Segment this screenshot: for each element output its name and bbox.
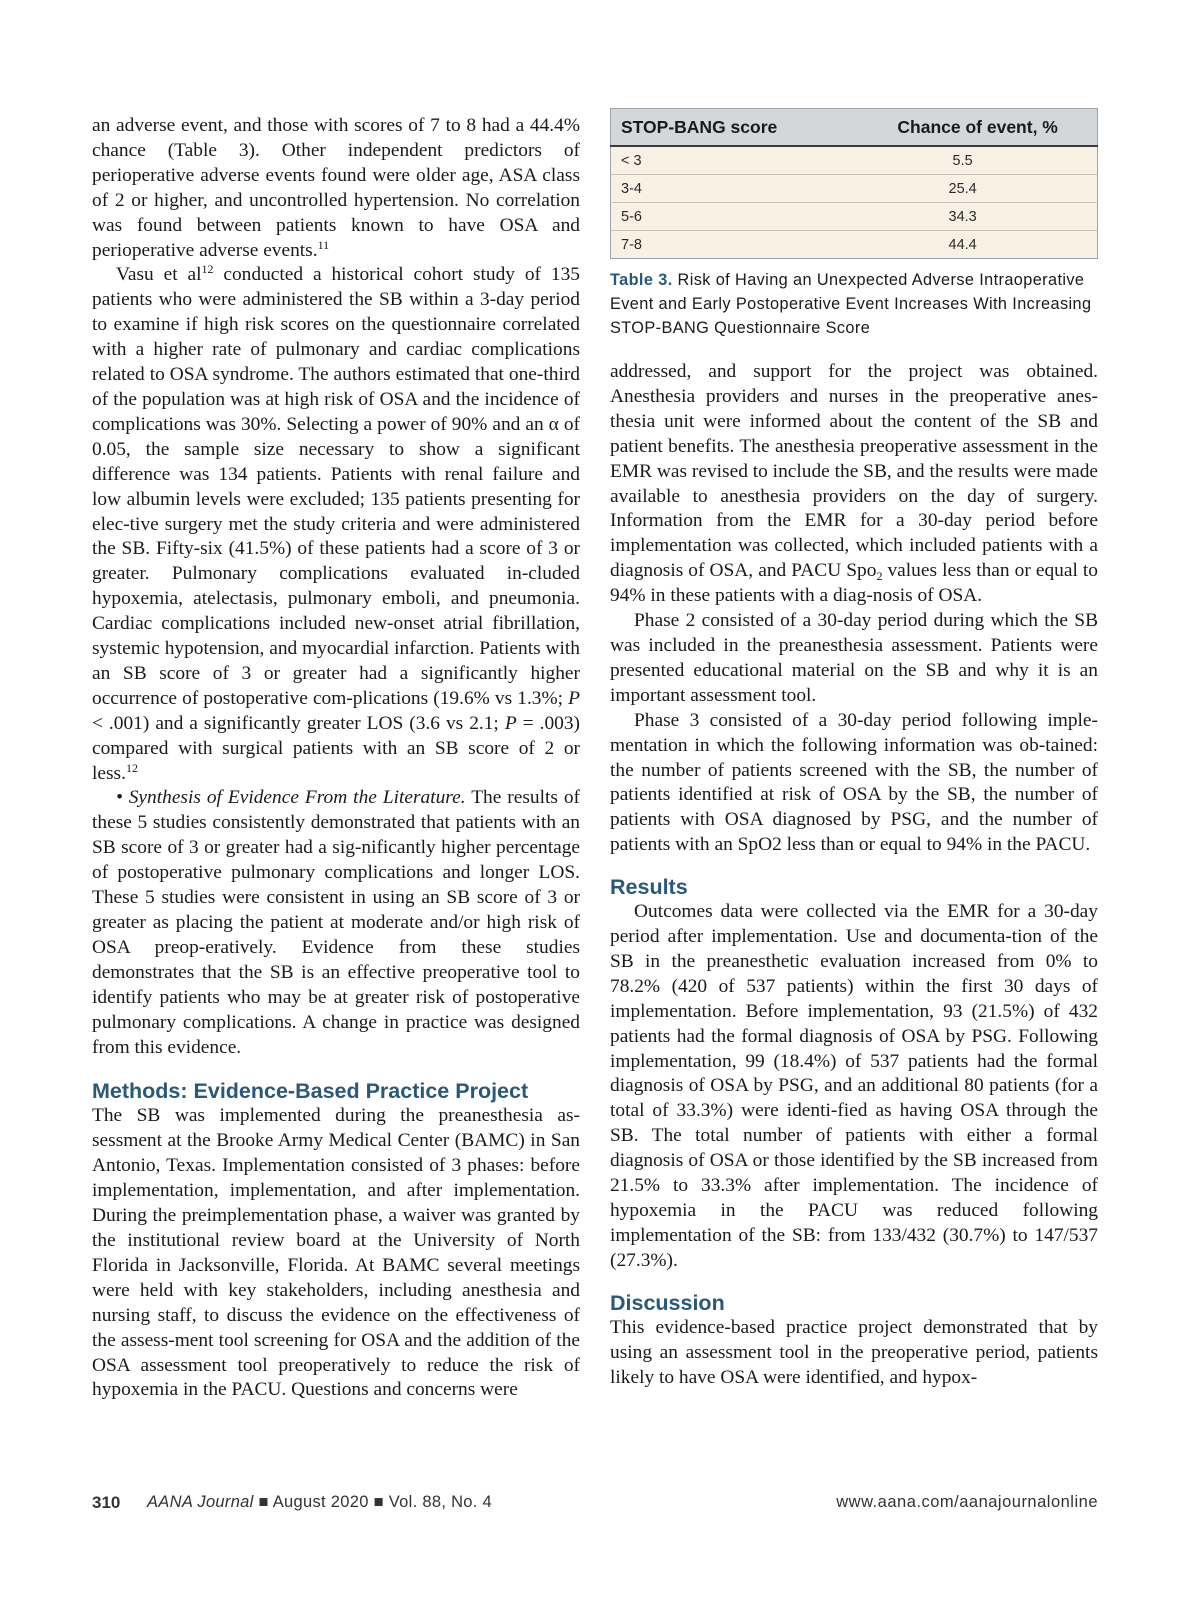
page-footer (92, 1493, 1098, 1517)
table-header-chance: Chance of event, % (858, 109, 1097, 147)
citation: 12 (125, 760, 138, 775)
synthesis-lead: • Synthesis of Evidence From the Literature. (116, 787, 466, 809)
left-column (92, 114, 580, 1403)
table-cell: 34.3 (858, 203, 1097, 231)
journal-info: AANA Journal ■ August 2020 ■ Vol. 88, No. 4 (147, 1493, 493, 1511)
table-cell: < 3 (611, 146, 859, 175)
paragraph-right-2: Phase 2 consisted of a 30-day period during which the SB was included in the preanesthesia assessment. Patients were presented educational material on the SB and why it is an important assessment tool. (610, 610, 1098, 706)
citation: 11 (317, 237, 330, 252)
table-caption: Table 3. Risk of Having an Unexpected Adverse Intraoperative Event and Early Postoperative Event Increases With Increasing STOP-BANG Questionnaire Score (610, 271, 1092, 337)
citation: 12 (201, 262, 214, 277)
table-cell: 5-6 (611, 203, 859, 231)
paragraph-left-1: an adverse event, and those with scores of 7 to 8 had a 44.4% chance (Table 3). Other independent predictors of perioperative adverse events found were older age, ASA class of 2 or higher, and uncontrolled hypertension. No correlation was found between patients known to have OSA and perioperative adverse events.$^{11}$ (92, 115, 580, 261)
table-cell: 44.4 (948, 236, 977, 253)
table-cell: 7-8 (621, 236, 642, 253)
volume-number: Vol. 88, No. 4 (388, 1493, 493, 1511)
table-row (611, 175, 1098, 203)
table-row (611, 203, 1098, 231)
paragraph-right-4: Outcomes data were collected via the EMR for a 30-day period after implementation. Use and documenta-tion of the SB in the preanesthetic evaluation increased from 0% to 78.2% (420 of 537 patients) within the first 30 days of implementation. Before implementation, 93 (21.5%) of 432 patients had the formal diagnosis of OSA by PSG. Following implementation, 99 (18.4%) of 537 patients had the formal diagnosis of OSA by PSG, and an additional 80 patients (for a total of 33.3%) were identi-fied as having OSA through the SB. The total number of patients with either a formal diagnosis of OSA or those identified by the SB increased from 21.5% to 33.3% after implementation. The incidence of hypoxemia in the PACU was reduced following implementation of the SB: from 133/432 (30.7%) to 147/537 (27.3%). (610, 901, 1098, 1271)
table-header-score: STOP-BANG score (611, 109, 859, 147)
discussion-heading: Discussion (610, 1290, 725, 1315)
table-row (611, 231, 1098, 259)
page-number: 310 (92, 1493, 121, 1512)
paragraph-left-4: The SB was implemented during the preanesthesia as-sessment at the Brooke Army Medical Center (BAMC) in San Antonio, Texas. Implementation consisted of 3 phases: before implementation, implementation, and after implementation. During the preimplementation phase, a waiver was granted by the institutional review board at the University of North Florida in Jacksonville, Florida. At BAMC several meetings were held with key stakeholders, including anesthesia and nursing staff, to discuss the evidence on the effectiveness of the assess-ment tool screening for OSA and the addition of the OSA assessment tool preoperatively to reduce the risk of hypoxemia in the PACU. Questions and concerns were (92, 1105, 580, 1401)
table-cell: 5.5 (858, 146, 1097, 175)
journal-name: AANA Journal (147, 1493, 254, 1511)
website-link[interactable]: www.aana.com/aanajournalonline (836, 1493, 1098, 1511)
paragraph-right-1: addressed, and support for the project was obtained. Anesthesia providers and nurses in the preoperative anes-thesia unit were informed about the content of the SB and patient benefits. The anesthesia preoperative assessment in the EMR was revised to include the SB, and the results were made available to anesthesia providers on the day of surgery. Information from the EMR for a 30-day period before implementation was collected, which included patients with a diagnosis of OSA, and PACU Spo$_2$ values less than or equal to 94% in these patients with a diag-nosis of OSA. (610, 361, 1098, 607)
paragraph-right-3: Phase 3 consisted of a 30-day period following imple-mentation in which the following information was ob-tained: the number of patients screened with the SB, the number of patients identified at risk of OSA by the SB, the number of patients with OSA diagnosed by PSG, and the number of patients with an SpO2 less than or equal to 94% in the PACU. (610, 709, 1098, 856)
paragraph-left-3: • Synthesis of Evidence From the Literature. The results of these 5 studies consistently demonstrated that patients with an SB score of 3 or greater had a sig-nificantly higher percentage of postoperative pulmonary complications and longer LOS. These 5 studies were consistent in using an SB score of 3 or greater as placing the patient at moderate and/or high risk of OSA preop-eratively. Evidence from these studies demonstrates that the SB is an effective preoperative tool to identify patients who may be at greater risk of postoperative pulmonary complications. A change in practice was designed from this evidence. (92, 787, 581, 1058)
issue-date: August 2020 (272, 1493, 369, 1511)
right-column (610, 108, 1098, 1390)
table-caption-label: Table 3. (610, 271, 673, 289)
table-cell: 25.4 (858, 175, 1097, 203)
paragraph-left-2: Vasu et $al^{12}$ conducted a historical cohort study of 135 patients who were administered the SB within a 3-day period to examine if high risk scores on the questionnaire correlated with a higher rate of pulmonary and cardiac complications related to OSA syndrome. The authors estimated that one-third of the population was at high risk of OSA and the incidence of complications was 30%. Selecting a power of 90% and an α of 0.05, the sample size necessary to show a significant difference was 134 patients. Patients with renal failure and low albumin levels were excluded; 135 patients presenting for elec-tive surgery met the study criteria and were administered the SB. Fifty-six (41.5%) of these patients had a score of 3 or greater. Pulmonary complications evaluated in-cluded hypoxemia, atelectasis, pulmonary emboli, and pneumonia. Cardiac complications included new-onset atrial fibrillation, systemic hypotension, and myocardial infarction. Patients with an SB score of 3 or greater had a significantly higher occurrence of postoperative com-plications (19.6% vs 1.3%; P < .001) and a significantly greater LOS (3.6 vs 2.1; P = .003) compared with surgical patients with an SB score of 2 or less.$^{12}$ (92, 262, 580, 784)
results-heading: Results (610, 875, 688, 900)
paragraph-right-5: This evidence-based practice project demonstrated that by using an assessment tool in the preoperative period, patients likely to have OSA were identified, and hypox- (610, 1316, 1098, 1388)
table-3 (610, 108, 1098, 259)
table-cell: 3-4 (611, 175, 859, 203)
table-row (611, 146, 1098, 175)
methods-heading: Methods: Evidence-Based Practice Project (92, 1079, 529, 1104)
